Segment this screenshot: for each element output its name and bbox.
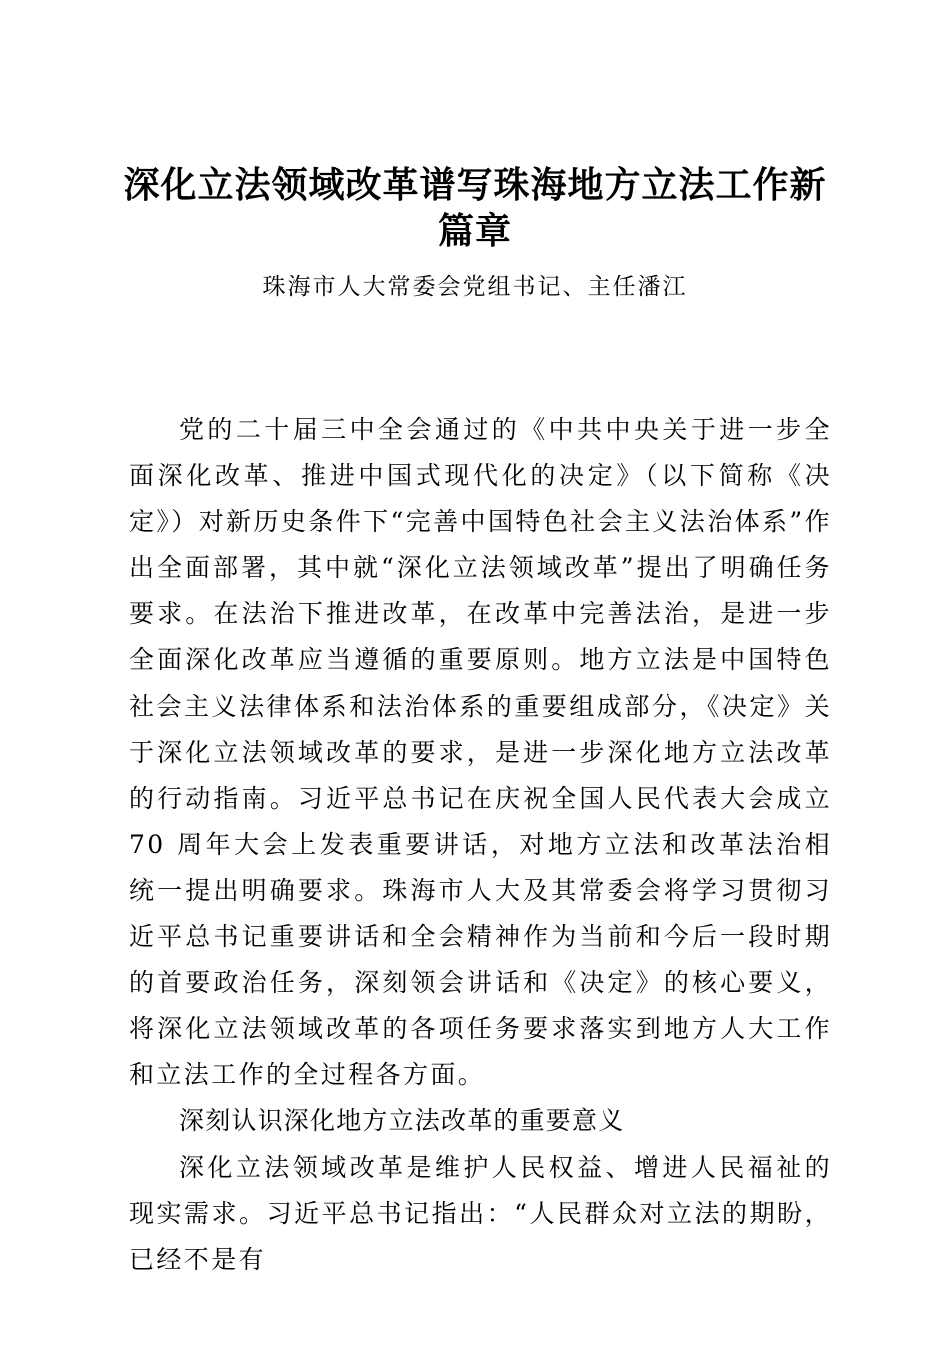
author-byline: 珠海市人大常委会党组书记、主任潘江 xyxy=(262,274,688,300)
document-body xyxy=(129,407,832,1283)
body-paragraph: 党的二十届三中全会通过的《中共中央关于进一步全面深化改革、推进中国式现代化的决定》（以下简称《决定》）对新历史条件下“完善中国特色社会主义法治体系”作出全面部署，其中就“深化立法领域改革”提出了明确任务要求。在法治下推进改革，在改革中完善法治，是进一步全面深化改革应当遵循的重要原则。地方立法是中国特色社会主义法律体系和法治体系的重要组成部分，《决定》关于深化立法领域改革的要求，是进一步深化地方立法改革的行动指南。习近平总书记在庆祝全国人民代表大会成立 70 周年大会上发表重要讲话，对地方立法和改革法治相统一提出明确要求。珠海市人大及其常委会将学习贯彻习近平总书记重要讲话和全会精神作为当前和今后一段时期的首要政治任务，深刻领会讲话和《决定》的核心要义，将深化立法领域改革的各项任务要求落实到地方人大工作和立法工作的全过程各方面。 xyxy=(129,415,832,1090)
document-title: 深化立法领域改革谱写珠海地方立法工作新篇章 xyxy=(123,165,827,252)
section-heading: 深刻认识深化地方立法改革的重要意义 xyxy=(179,1106,625,1136)
body-paragraph: 深化立法领域改革是维护人民权益、增进人民福祉的现实需求。习近平总书记指出：“人民群众对立法的期盼，已经不是有 xyxy=(129,1152,832,1274)
